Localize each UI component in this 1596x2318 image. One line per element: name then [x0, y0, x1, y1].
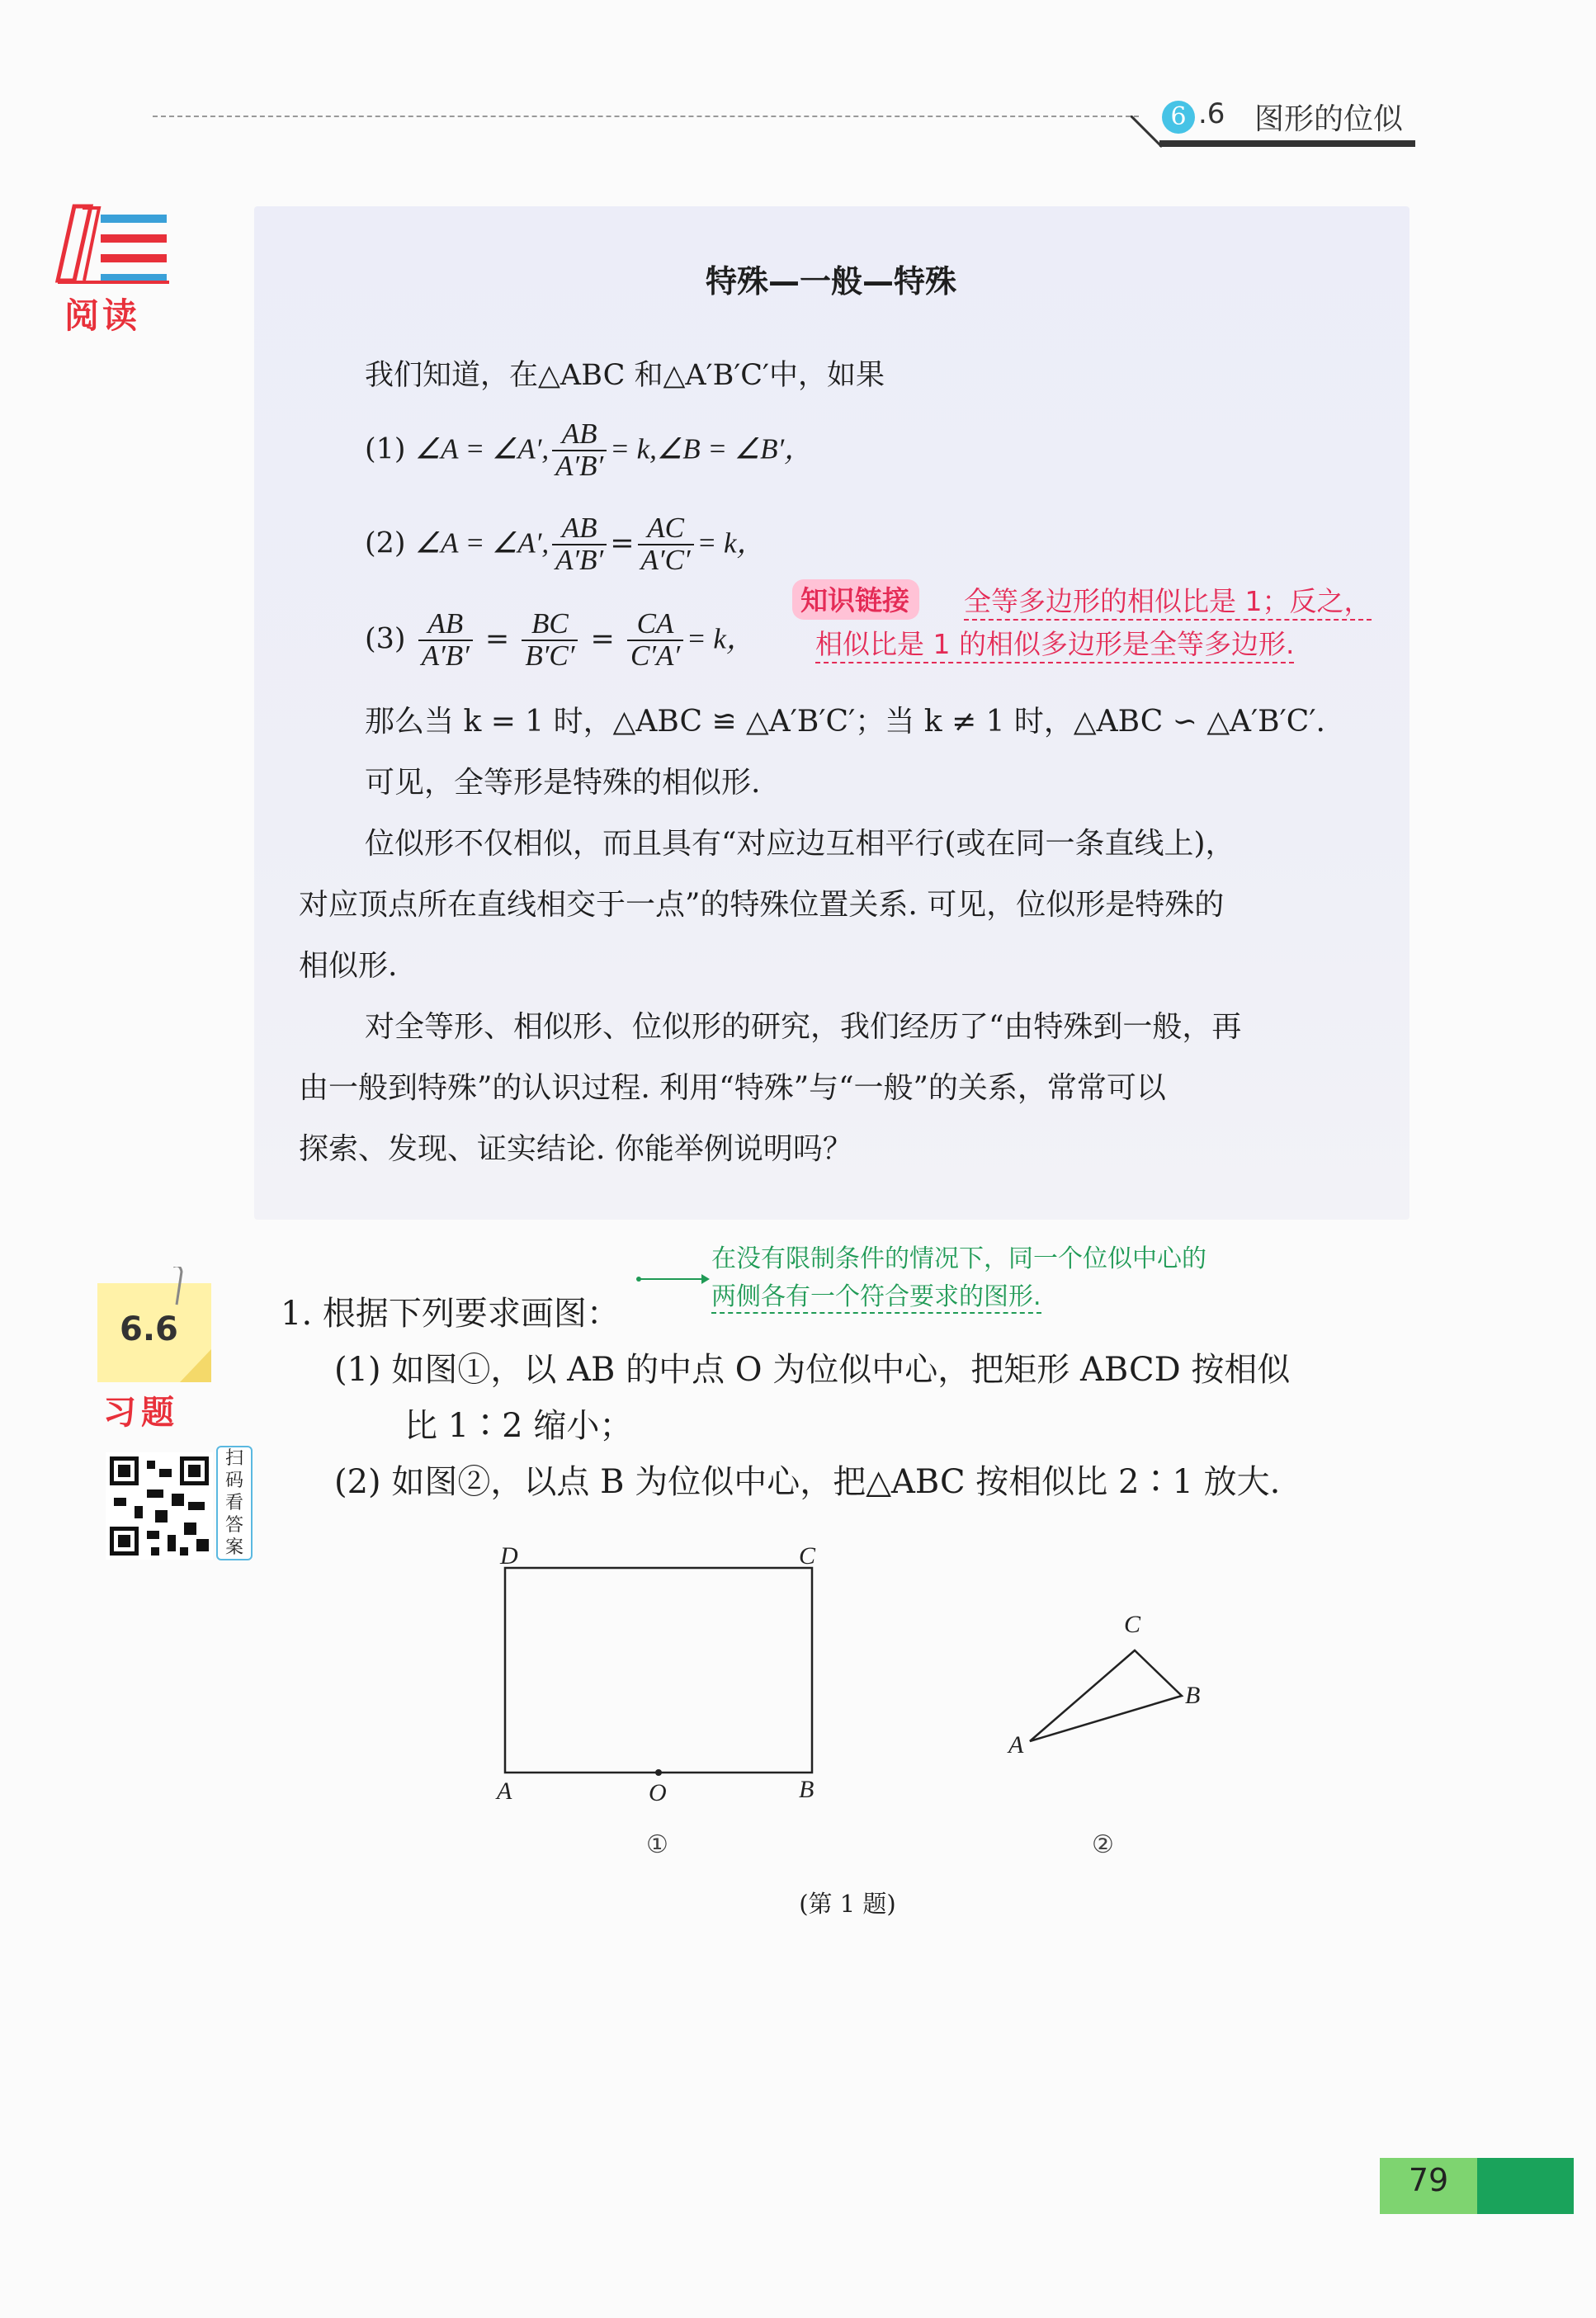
- reading-paragraph-4-line-1: 对全等形、相似形、位似形的研究，我们经历了“由特殊到一般，再: [365, 1010, 1242, 1044]
- fraction-numerator: AB: [552, 419, 607, 451]
- figure-1-rectangle: [505, 1568, 812, 1776]
- fraction: [552, 513, 607, 576]
- condition-text: ∠A = ∠A′,: [414, 432, 550, 465]
- reading-label: 阅读: [64, 295, 141, 336]
- fig1-label-b: B: [799, 1776, 815, 1803]
- reading-paragraph-3-line-3: 相似形.: [299, 949, 398, 983]
- reading-paragraph-3-line-2: 对应顶点所在直线相交于一点”的特殊位置关系. 可见，位似形是特殊的: [299, 888, 1225, 922]
- reading-paragraph-2: 可见，全等形是特殊的相似形.: [365, 766, 761, 800]
- question-1-part-2: (2) 如图②，以点 B 为位似中心，把△ABC 按相似比 2∶1 放大.: [334, 1463, 1281, 1501]
- reading-paragraph-3-line-1: 位似形不仅相似，而且具有“对应边互相平行(或在同一条直线上)，: [365, 827, 1235, 861]
- fig1-label-o: O: [649, 1779, 667, 1806]
- reading-paragraph-4-line-3: 探索、发现、证实结论. 你能举例说明吗？: [299, 1132, 852, 1166]
- header-underline: [1159, 140, 1415, 147]
- section-number: .6: [1198, 97, 1225, 130]
- question-1-figures: [0, 1527, 1596, 1898]
- fraction-numerator: AC: [638, 513, 694, 545]
- knowledge-link-line-2: 相似比是 1 的相似多边形是全等多边形.: [815, 623, 1294, 663]
- exercise-section-number: 6.6: [120, 1310, 178, 1348]
- condition-number: (2): [365, 526, 406, 560]
- exercise-label: 习题: [103, 1394, 179, 1432]
- reading-paragraph-4-line-2: 由一般到特殊”的认识过程. 利用“特殊”与“一般”的关系，常常可以: [299, 1071, 1166, 1105]
- figure-2-triangle: [1030, 1650, 1182, 1741]
- fig2-label-b: B: [1185, 1682, 1201, 1709]
- condition-number: (3): [365, 622, 406, 656]
- condition-1: [365, 419, 813, 482]
- fig1-label-a: A: [497, 1777, 512, 1805]
- reading-intro: 我们知道，在△ABC 和△A′B′C′中，如果: [365, 359, 885, 392]
- condition-text: = k,∠B = ∠B′，: [610, 432, 814, 465]
- fraction-denominator: B′C′: [525, 639, 575, 672]
- question-1-part-1-line-1: (1) 如图①，以 AB 的中点 O 为位似中心，把矩形 ABCD 按相似: [334, 1351, 1291, 1389]
- fig1-label-d: D: [500, 1542, 518, 1570]
- fraction-numerator: AB: [418, 609, 473, 641]
- question-1-part-1-line-2: 比 1∶2 缩小；: [404, 1407, 633, 1445]
- fraction-denominator: A′B′: [555, 543, 604, 576]
- fraction-denominator: A′C′: [640, 543, 691, 576]
- knowledge-link-tag: 知识链接: [792, 579, 919, 620]
- fraction: [638, 513, 694, 576]
- qr-code-label: 扫码看答案: [216, 1446, 253, 1560]
- fraction-denominator: C′A′: [630, 639, 681, 672]
- section-title: 图形的位似: [1254, 102, 1404, 136]
- fig1-caption: ①: [646, 1830, 668, 1859]
- chapter-badge: 6: [1162, 101, 1195, 134]
- fraction-denominator: A′B′: [421, 639, 470, 672]
- condition-3: (3) $\frac{AB}{A'B'}$ = $\frac{BC}{B'C'}$ = $\frac{CA}{C'A'}$ = k，: [365, 607, 755, 672]
- reading-title: 特殊—一般—特殊: [705, 263, 956, 300]
- hint-note-line-1: 在没有限制条件的情况下，同一个位似中心的: [711, 1244, 1206, 1273]
- condition-text: = k，: [687, 622, 755, 655]
- fraction-denominator: A′B′: [555, 449, 604, 482]
- figure-caption: (第 1 题): [799, 1890, 896, 1918]
- condition-2: [365, 513, 765, 576]
- fig2-label-a: A: [1008, 1731, 1024, 1759]
- fraction-numerator: CA: [627, 609, 683, 641]
- fig1-label-c: C: [799, 1542, 816, 1570]
- fraction: [522, 609, 578, 672]
- page-number: 79: [1408, 2162, 1449, 2198]
- knowledge-link-line-1: 全等多边形的相似比是 1；反之，: [964, 580, 1372, 621]
- header-dashed-line: [153, 116, 1139, 117]
- reading-paragraph-1: 那么当 k = 1 时，△ABC ≌ △A′B′C′；当 k ≠ 1 时，△ABC ∽ △A′B′C′.: [365, 705, 1325, 739]
- fraction: [418, 609, 473, 672]
- fraction: [552, 419, 607, 482]
- fig2-label-c: C: [1124, 1611, 1141, 1638]
- fraction: [627, 609, 683, 672]
- question-1: 1. 根据下列要求画图：: [281, 1295, 620, 1333]
- equals-sign: =: [610, 526, 635, 560]
- header-divider-slash: [1131, 116, 1164, 149]
- hint-note-line-2: 两侧各有一个符合要求的图形.: [711, 1276, 1041, 1314]
- fig2-caption: ②: [1092, 1830, 1114, 1859]
- condition-text: = k，: [696, 526, 766, 559]
- condition-text: ∠A = ∠A′,: [414, 526, 550, 559]
- fraction-numerator: AB: [552, 513, 607, 545]
- condition-number: (1): [365, 432, 406, 466]
- note-arrow-icon: [635, 1271, 711, 1287]
- fraction-numerator: BC: [522, 609, 578, 641]
